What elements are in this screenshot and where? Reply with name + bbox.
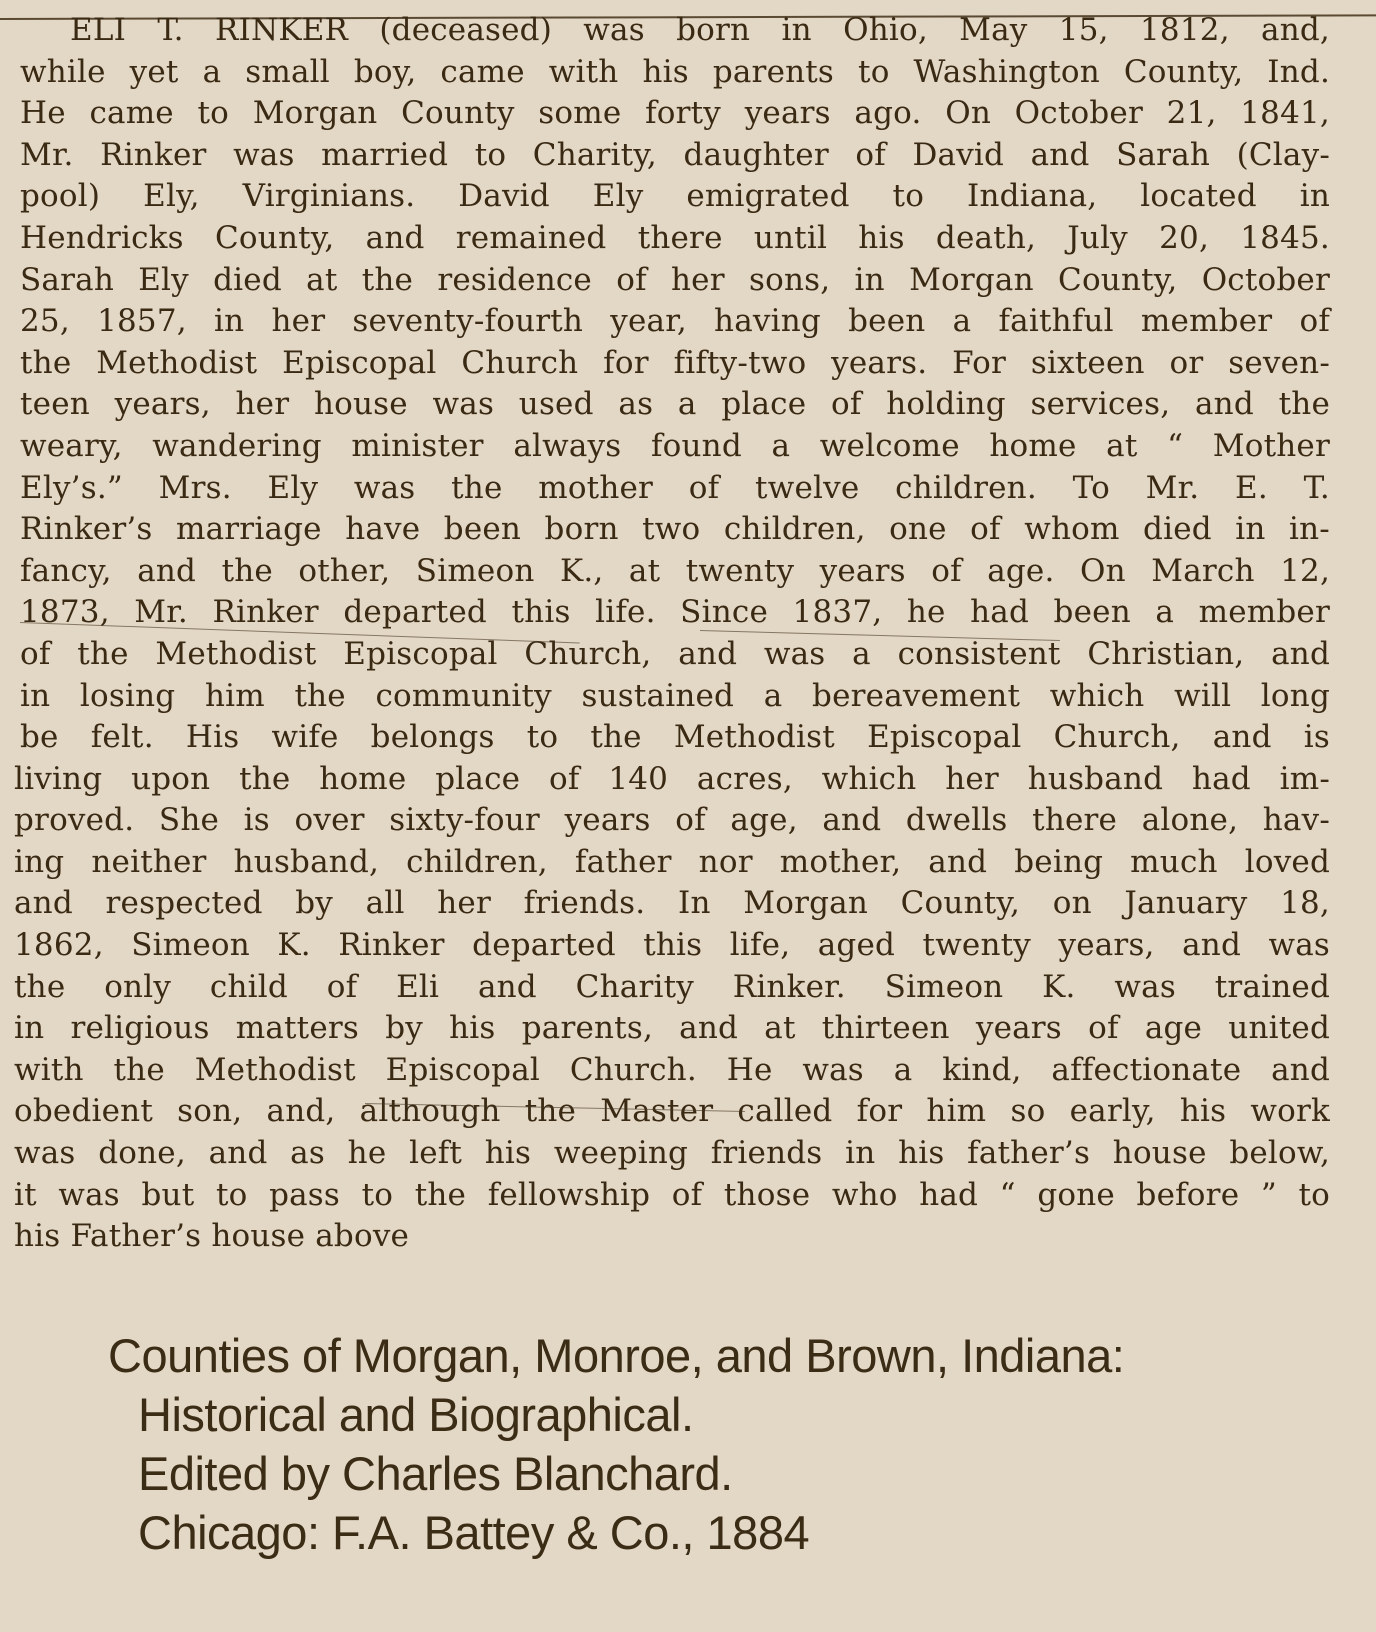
article-line: living upon the home place of 140 acres, which her husband had im-: [14, 760, 1330, 797]
citation-subtitle: Historical and Biographical.: [138, 1388, 694, 1441]
article-line: his Father’s house above: [14, 1218, 410, 1255]
article-line: the Methodist Episcopal Church for fifty-two years. For sixteen or seven-: [20, 344, 1330, 381]
article-line: Hendricks County, and remained there until his death, July 20, 1845.: [20, 219, 1330, 256]
article-text: [14, 10, 1330, 1258]
source-citation: [108, 1326, 1124, 1562]
article-line: pool) Ely, Virginians. David Ely emigrated to Indiana, located in: [20, 178, 1330, 215]
article-line: proved. She is over sixty-four years of age, and dwells there alone, hav-: [14, 802, 1330, 839]
article-line: 1862, Simeon K. Rinker departed this life, aged twenty years, and was: [14, 927, 1330, 964]
article-line: 25, 1857, in her seventy-fourth year, having been a faithful member of: [20, 303, 1330, 340]
article-line: Sarah Ely died at the residence of her sons, in Morgan County, October: [20, 261, 1330, 298]
article-line: 1873, Mr. Rinker departed this life. Since 1837, he had been a member: [20, 594, 1330, 631]
article-line: of the Methodist Episcopal Church, and was a consistent Christian, and: [20, 635, 1330, 672]
article-line: be felt. His wife belongs to the Methodist Episcopal Church, and is: [20, 719, 1330, 756]
article-line: Rinker’s marriage have been born two children, one of whom died in in-: [20, 511, 1330, 548]
article-line: Mr. Rinker was married to Charity, daughter of David and Sarah (Clay-: [20, 136, 1330, 173]
citation-publisher: Chicago: F.A. Battey & Co., 1884: [138, 1506, 810, 1559]
article-line: in religious matters by his parents, and at thirteen years of age united: [14, 1010, 1330, 1047]
article-line: teen years, her house was used as a place of holding services, and the: [20, 386, 1330, 423]
article-line: it was but to pass to the fellowship of those who had “ gone before ” to: [14, 1176, 1330, 1213]
article-line: in losing him the community sustained a bereavement which will long: [20, 677, 1330, 714]
article-line: with the Methodist Episcopal Church. He was a kind, affectionate and: [14, 1051, 1330, 1088]
article-line: Ely’s.” Mrs. Ely was the mother of twelve children. To Mr. E. T.: [20, 469, 1330, 506]
article-line: obedient son, and, although the Master called for him so early, his work: [14, 1093, 1330, 1130]
article-line: while yet a small boy, came with his parents to Washington County, Ind.: [20, 53, 1330, 90]
citation-title: Counties of Morgan, Monroe, and Brown, Indiana:: [108, 1329, 1125, 1382]
article-line: was done, and as he left his weeping friends in his father’s house below,: [14, 1135, 1330, 1172]
article-line: and respected by all her friends. In Morgan County, on January 18,: [14, 885, 1330, 922]
article-line: the only child of Eli and Charity Rinker. Simeon K. was trained: [14, 968, 1330, 1005]
article-line: weary, wandering minister always found a welcome home at “ Mother: [20, 427, 1330, 464]
article-line: He came to Morgan County some forty years ago. On October 21, 1841,: [20, 95, 1330, 132]
article-line: ELI T. RINKER (deceased) was born in Ohio, May 15, 1812, and,: [70, 12, 1330, 48]
citation-editor: Edited by Charles Blanchard.: [138, 1447, 733, 1500]
article-line: ing neither husband, children, father nor mother, and being much loved: [14, 843, 1330, 880]
article-line: fancy, and the other, Simeon K., at twenty years of age. On March 12,: [20, 552, 1330, 589]
